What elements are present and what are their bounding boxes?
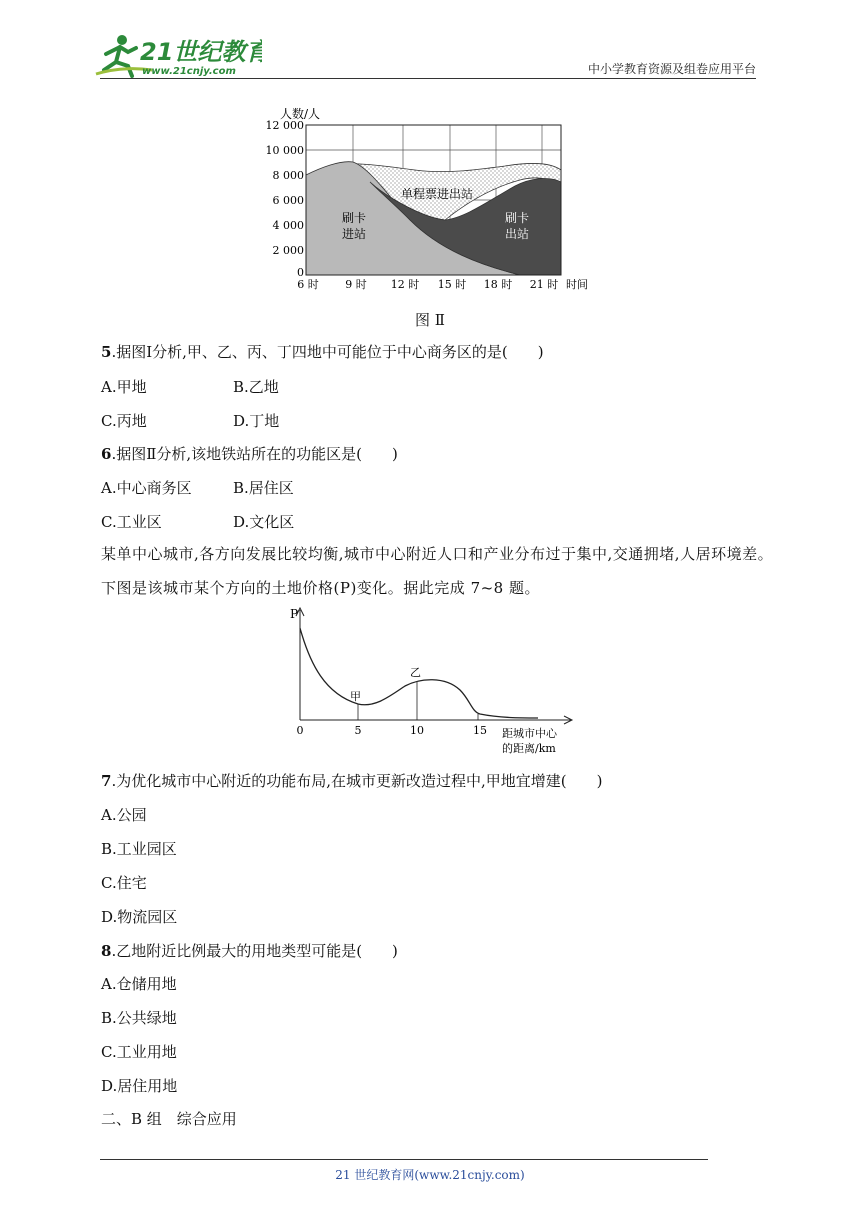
option-b[interactable]: B.公共绿地 (101, 1009, 177, 1027)
y-tick: 12 000 (265, 119, 304, 132)
section-heading (101, 1108, 237, 1129)
logo-url: www.21cnjy.com (142, 66, 236, 77)
logo-text: 21世纪教育 (140, 38, 262, 66)
x-axis-label: 距城市中心 (502, 727, 557, 740)
option-c[interactable]: C.丙地 (101, 412, 147, 430)
question-stem: .据图Ⅱ分析,该地铁站所在的功能区是( ) (111, 445, 398, 463)
question-stem: .据图Ⅰ分析,甲、乙、丙、丁四地中可能位于中心商务区的是( ) (111, 343, 544, 361)
point-jia-label: 甲 (350, 690, 361, 703)
y-axis-label: P (290, 607, 299, 621)
option-c[interactable]: C.工业用地 (101, 1043, 177, 1061)
option-d[interactable]: D.文化区 (233, 513, 295, 531)
y-tick: 8 000 (272, 169, 304, 182)
y-tick: 0 (297, 266, 304, 279)
y-axis-label: 人数/人 (280, 107, 321, 121)
single-ticket-label: 单程票进出站 (401, 187, 474, 201)
y-tick-labels (266, 119, 305, 279)
section-title: 综合应用 (176, 1110, 237, 1128)
option-c[interactable]: C.住宅 (101, 874, 147, 892)
y-tick: 2 000 (272, 244, 304, 257)
question-7 (101, 770, 602, 791)
y-tick: 4 000 (272, 219, 304, 232)
x-tick: 0 (296, 724, 304, 737)
question-number: 6 (101, 445, 112, 463)
question-number: 5 (101, 343, 112, 361)
land-price-chart (280, 604, 580, 760)
x-tick: 6 时 (297, 278, 319, 291)
figure-2-chart (260, 100, 600, 300)
card-out-label: 刷卡 (505, 211, 530, 225)
point-yi-label: 乙 (410, 666, 421, 679)
option-a[interactable]: A.甲地 (101, 378, 147, 396)
x-tick: 21 时 (529, 278, 559, 291)
option-c[interactable]: C.工业区 (101, 513, 162, 531)
card-in-label: 刷卡 (342, 211, 367, 225)
card-in-label: 进站 (342, 227, 367, 241)
question-6 (101, 443, 398, 464)
x-axis-label: 的距离/km (502, 742, 556, 755)
question-number: 7 (101, 772, 112, 790)
option-d[interactable]: D.丁地 (233, 412, 280, 430)
option-a[interactable]: A.仓储用地 (101, 975, 177, 993)
option-d[interactable]: D.居住用地 (101, 1077, 178, 1095)
card-out-label: 出站 (505, 227, 530, 241)
footer-divider (100, 1159, 708, 1160)
figure-2-caption: 图 Ⅱ (415, 311, 445, 329)
site-logo (92, 30, 262, 82)
x-tick: 12 时 (390, 278, 420, 291)
x-tick: 18 时 (483, 278, 513, 291)
x-tick: 15 (473, 724, 487, 737)
question-number: 8 (101, 942, 112, 960)
x-tick: 10 (410, 724, 424, 737)
x-tick: 5 (354, 724, 362, 737)
option-b[interactable]: B.工业园区 (101, 840, 177, 858)
question-stem: .为优化城市中心附近的功能布局,在城市更新改造过程中,甲地宜增建( ) (111, 772, 603, 790)
question-8 (101, 940, 398, 961)
passage-text: 某单中心城市,各方向发展比较均衡,城市中心附近人口和产业分布过于集中,交通拥堵,人居环境差。下图是该城市某个方向的土地价格(P)变化。据此完成 7~8 题。 (101, 545, 774, 597)
y-tick: 6 000 (272, 194, 304, 207)
section-prefix: 二、B 组 (101, 1110, 177, 1128)
option-d[interactable]: D.物流园区 (101, 908, 178, 926)
header-divider (100, 78, 756, 79)
footer-link[interactable]: 21 世纪教育网(www.21cnjy.com) (335, 1168, 525, 1182)
x-tick-labels (297, 277, 558, 291)
platform-name: 中小学教育资源及组卷应用平台 (587, 62, 756, 76)
y-tick: 10 000 (265, 144, 304, 157)
question-stem: .乙地附近比例最大的用地类型可能是( ) (111, 942, 398, 960)
option-a[interactable]: A.中心商务区 (101, 479, 192, 497)
option-b[interactable]: B.乙地 (233, 378, 279, 396)
x-tick: 9 时 (345, 278, 367, 291)
x-tick-labels (297, 724, 488, 737)
x-tick: 15 时 (437, 278, 467, 291)
option-a[interactable]: A.公园 (101, 806, 147, 824)
question-5 (101, 341, 544, 362)
x-axis-label: 时间 (566, 278, 588, 291)
option-b[interactable]: B.居住区 (233, 479, 294, 497)
